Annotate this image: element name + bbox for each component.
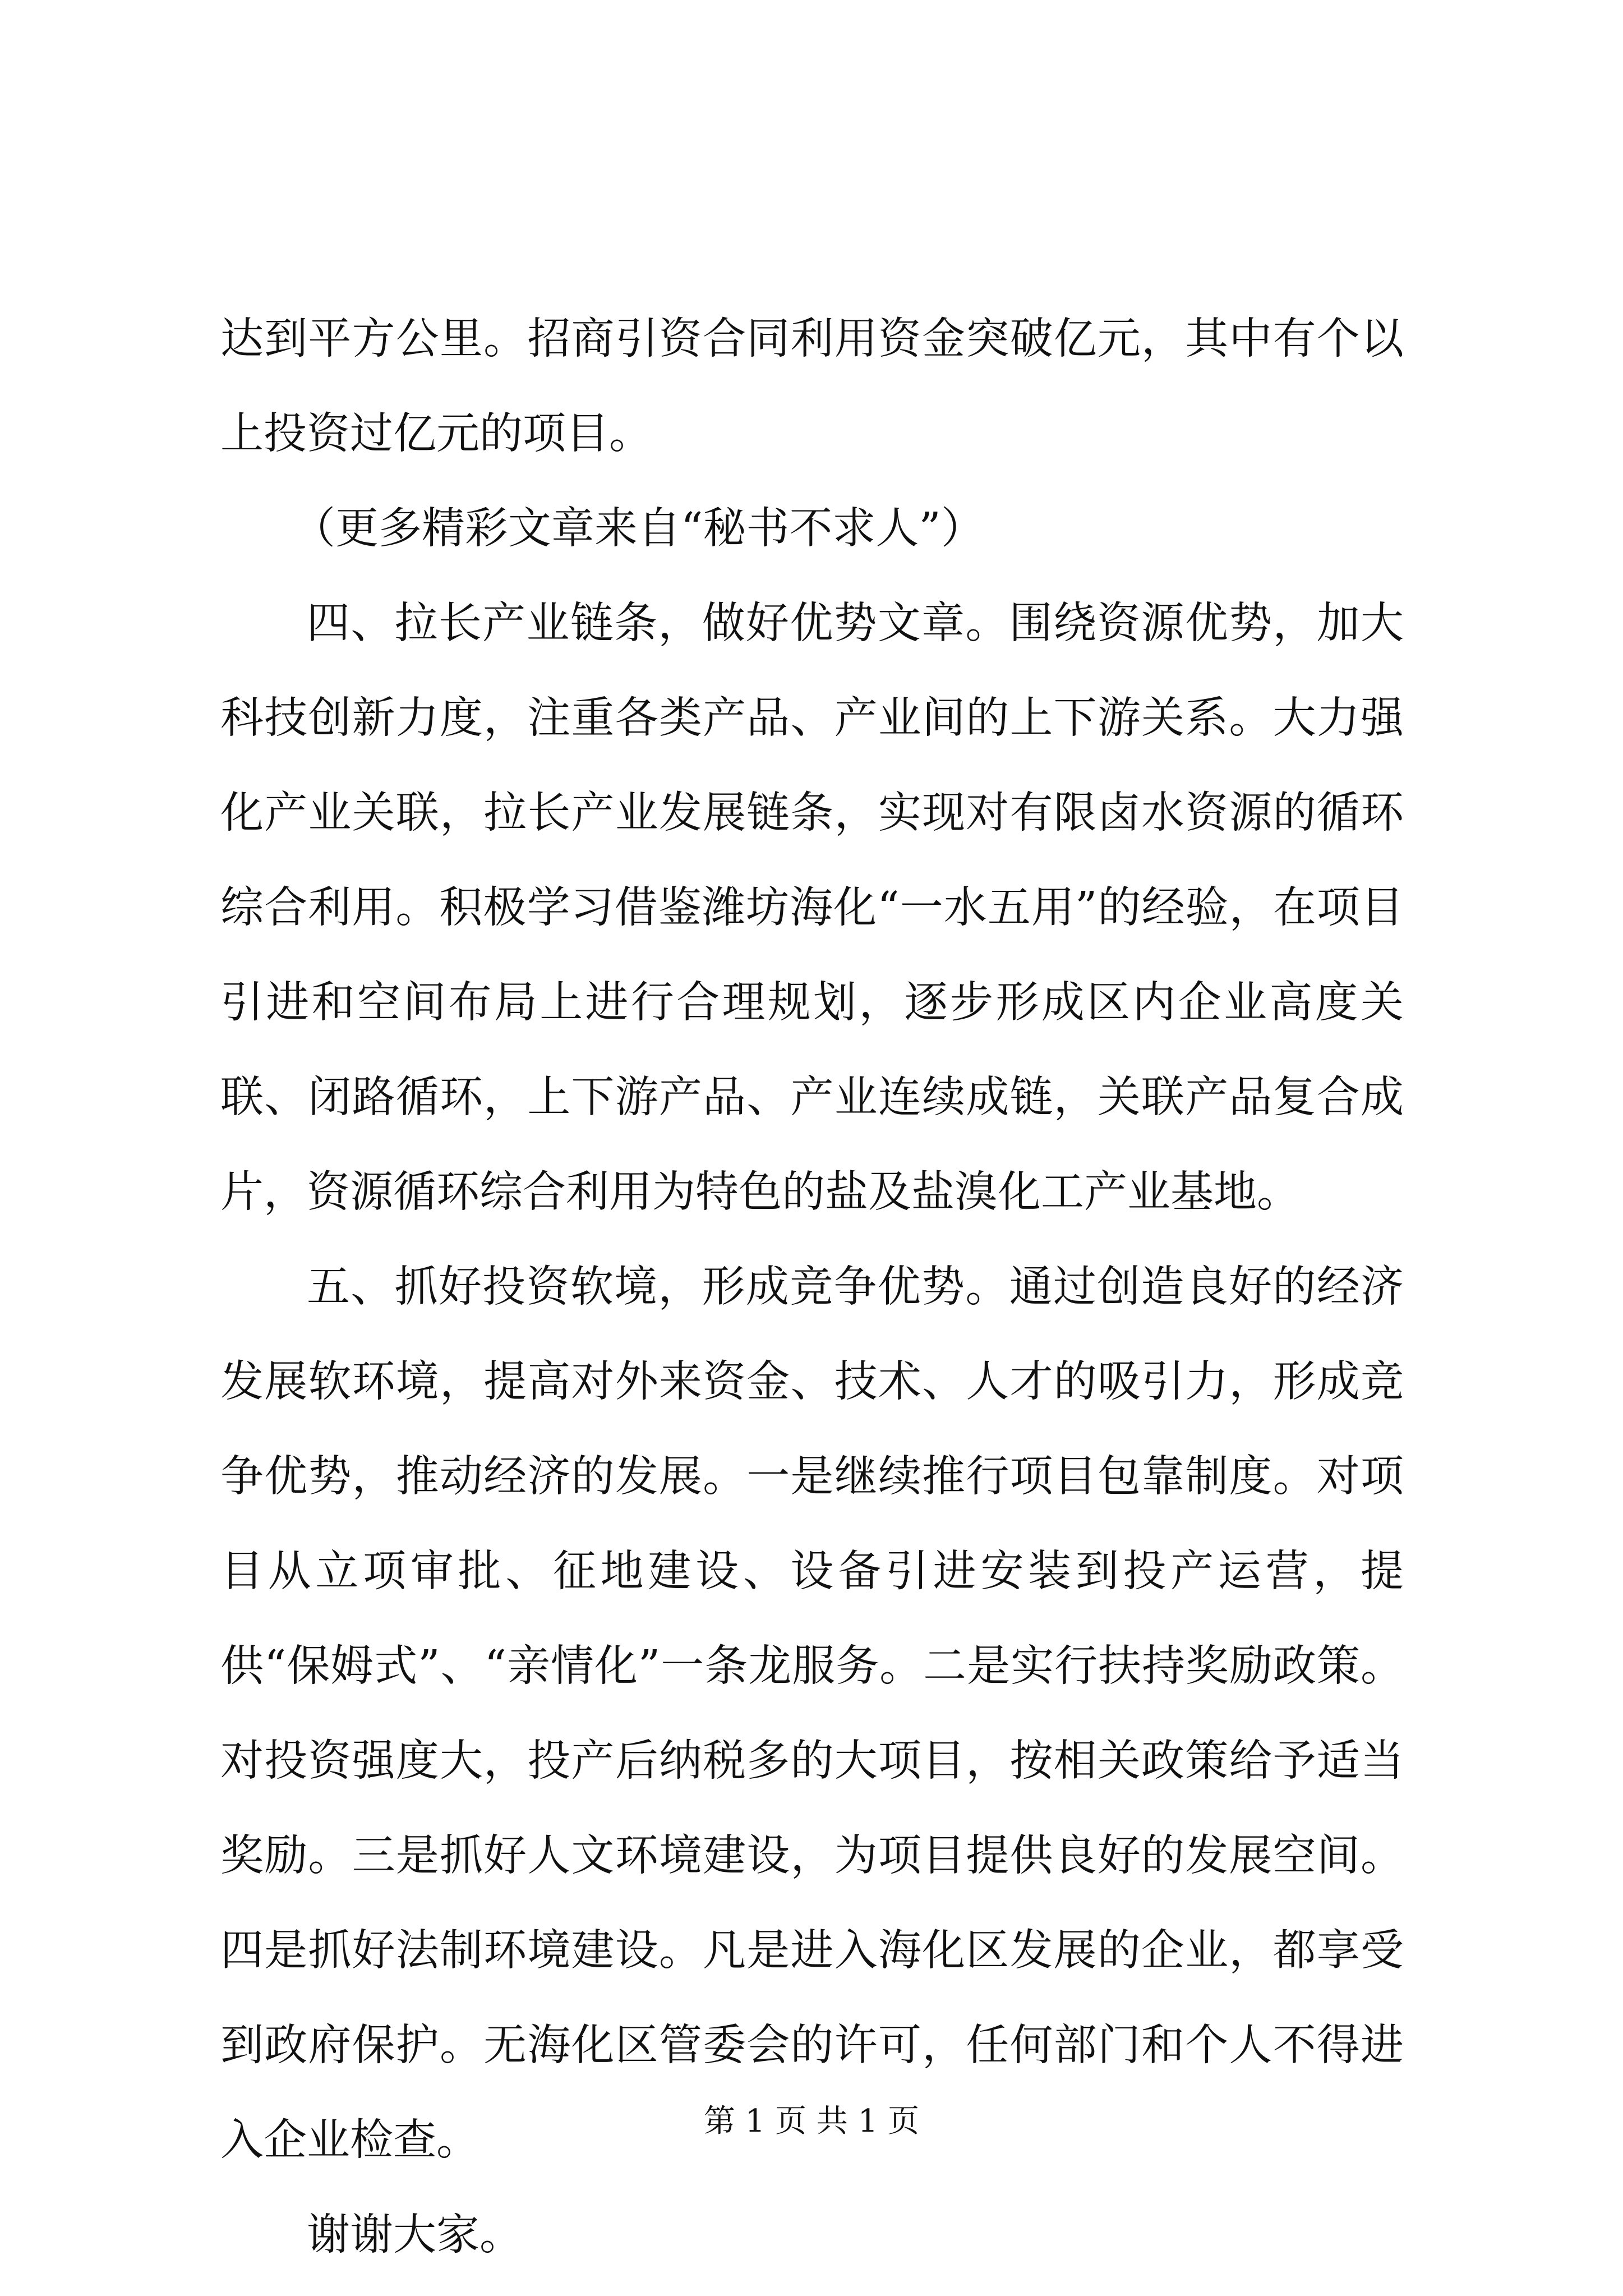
document-body: [220, 292, 1404, 2283]
paragraph-section-five: 五、抓好投资软境，形成竞争优势。通过创造良好的经济发展软环境，提高对外来资金、技术、人才的吸引力，形成竞争优势，推动经济的发展。一是继续推行项目包靠制度。对项目从立项审批、征地建设、设备引进安装到投产运营，提供“保姆式”、“亲情化”一条龙服务。二是实行扶持奖励政策。对投资强度大，投产后纳税多的大项目，按相关政策给予适当奖励。三是抓好人文环境建设，为项目提供良好的发展空间。四是抓好法制环境建设。凡是进入海化区发展的企业，都享受到政府保护。无海化区管委会的许可，任何部门和个人不得进入企业检查。: [220, 1262, 1404, 2165]
paragraph-source-note: （更多精彩文章来自“秘书不求人”）: [292, 504, 984, 554]
paragraph-section-four: 四、拉长产业链条，做好优势文章。围绕资源优势，加大科技创新力度，注重各类产品、产业间的上下游关系。大力强化产业关联，拉长产业发展链条，实现对有限卤水资源的循环综合利用。积极学习借鉴潍坊海化“一水五用”的经验，在项目引进和空间布局上进行合理规划，逐步形成区内企业高度关联、闭路循环，上下游产品、产业连续成链，关联产品复合成片，资源循环综合利用为特色的盐及盐溴化工产业基地。: [220, 599, 1404, 1217]
paragraph-closing: 谢谢大家。: [307, 2210, 523, 2260]
page-footer: 第 1 页 共 1 页: [703, 2103, 920, 2139]
paragraph-continuation: 达到平方公里。招商引资合同利用资金突破亿元，其中有个以上投资过亿元的项目。: [220, 314, 1404, 459]
